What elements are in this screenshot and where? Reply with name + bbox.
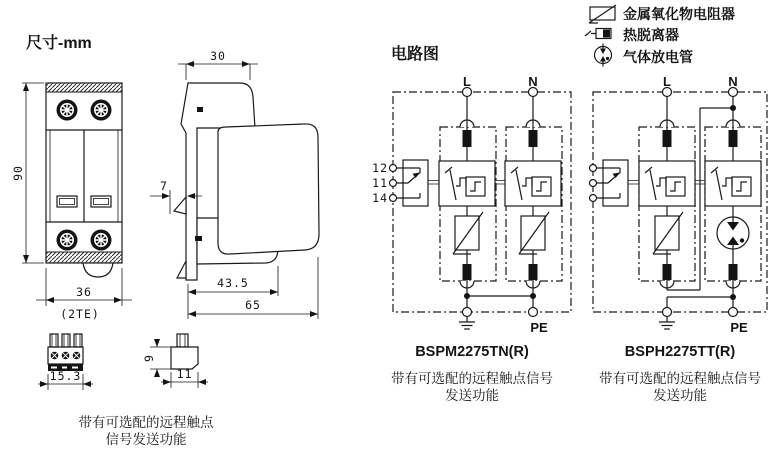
thermal-disconnector-symbol [663, 130, 672, 147]
circuit2-caption-line1: 带有可选配的远程触点信号 [599, 371, 761, 386]
left-caption-line1: 带有可选配的远程触点 [78, 415, 214, 430]
dim-height: 90 [11, 165, 26, 181]
remote-connector-front-view [38, 334, 93, 390]
ground-symbol [459, 317, 475, 330]
dim-plug-height: 9 [142, 354, 157, 362]
thermal-disconnector-symbol [463, 130, 472, 147]
circuit1-caption-line1: 带有可选配的远程触点信号 [391, 371, 553, 386]
circuit-bspm2275tn [372, 74, 571, 335]
legend-item-thermal-disconnector: 热脱离器 [623, 27, 679, 43]
monitor-box [439, 161, 495, 206]
label-pe: PE [730, 320, 748, 335]
gas-discharge-tube-icon [595, 44, 612, 67]
terminal-ground [463, 308, 472, 317]
dim-width: 36 [76, 285, 92, 299]
thermal-disconnector-symbol [529, 264, 538, 280]
circuit1-caption-line2: 发送功能 [445, 388, 499, 403]
thermal-disconnector-icon [585, 29, 611, 39]
remote-connector-side-view [142, 334, 208, 388]
monitor-box [705, 161, 761, 206]
monitor-box [639, 161, 695, 206]
label-pe: PE [530, 320, 548, 335]
dimensions-title: 尺寸-mm [26, 35, 92, 52]
dim-conn-width: 15.3 [49, 369, 82, 383]
terminal-ground [663, 308, 672, 317]
dim-total-depth: 65 [245, 298, 261, 312]
terminal-pe [529, 308, 538, 317]
remote-contact-switch [403, 160, 428, 206]
ground-symbol [659, 317, 675, 330]
side-view [150, 49, 319, 319]
dim-rail: 7 [160, 179, 168, 193]
circuit-diagram-title: 电路图 [391, 46, 440, 63]
dim-top-depth: 30 [210, 49, 226, 63]
label-l: L [663, 74, 671, 89]
label-n: N [728, 74, 738, 89]
thermal-disconnector-symbol [729, 264, 738, 280]
left-caption [46, 414, 246, 448]
thermal-disconnector-symbol [729, 130, 738, 147]
dim-plug-width: 11 [176, 367, 193, 381]
varistor-symbol [453, 212, 483, 254]
dim-te: (2TE) [60, 307, 100, 321]
circuit1-caption [384, 370, 560, 404]
left-caption-line2: 信号发送功能 [105, 432, 187, 447]
din-clip [83, 263, 113, 277]
monitor-box [505, 161, 561, 206]
model-bspm2275tn: BSPM2275TN(R) [415, 344, 529, 360]
gas-discharge-tube-symbol [717, 217, 749, 249]
varistor-icon [589, 5, 616, 23]
label-n: N [528, 74, 538, 89]
remote-contact-switch [603, 160, 628, 206]
thermal-disconnector-symbol [463, 264, 472, 280]
label-remote-14: 14 [372, 191, 388, 205]
circuit-bsph2275tt [590, 74, 768, 335]
front-view [11, 83, 132, 321]
label-remote-11: 11 [372, 176, 388, 190]
varistor-symbol [653, 212, 683, 254]
plug-module [218, 124, 319, 254]
model-bsph2275tt: BSPH2275TT(R) [624, 344, 736, 360]
legend-item-gas-discharge-tube: 气体放电管 [623, 49, 693, 65]
label-remote-12: 12 [372, 161, 388, 175]
circuit2-caption [592, 370, 768, 404]
terminal-pe [729, 308, 738, 317]
thermal-disconnector-symbol [663, 264, 672, 280]
legend-item-varistor: 金属氧化物电阻器 [623, 6, 735, 22]
thermal-disconnector-symbol [529, 130, 538, 147]
label-l: L [463, 74, 471, 89]
dim-base-depth: 43.5 [217, 276, 249, 290]
circuit2-caption-line2: 发送功能 [653, 388, 707, 403]
varistor-symbol [519, 212, 549, 254]
